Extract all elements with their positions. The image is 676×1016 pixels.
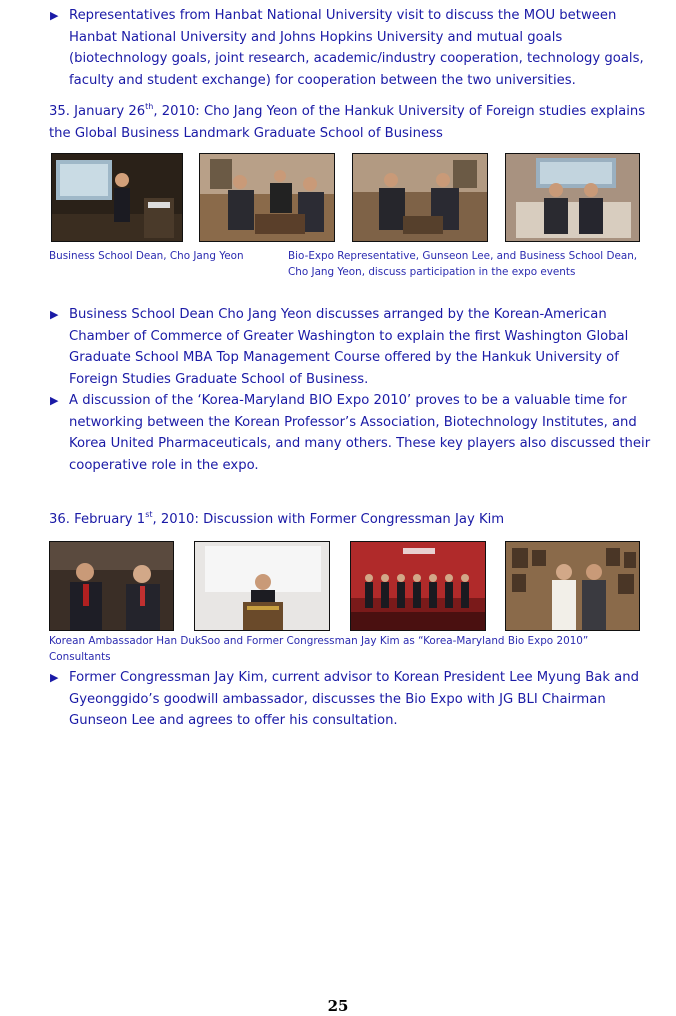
caption-consultants: Korean Ambassador Han DukSoo and Former Congressman Jay Kim as “Korea-Maryland Bio Expo 2010” Consultants (49, 635, 589, 663)
bullet-mba-course (50, 304, 660, 390)
bullet-marker: ▶ (50, 671, 59, 684)
section-35-title-post: , 2010: Cho Jang Yeon of the Hankuk University of Foreign studies explains the Global Business Landmark Graduate School of Business (49, 104, 646, 141)
bullet-marker: ▶ (50, 308, 59, 321)
section-36-title-pre: 36. February 1 (49, 512, 146, 527)
bullet-jay-kim-consultation (50, 667, 660, 732)
photo-ambassador-congressman (49, 541, 174, 631)
caption-expo-discussion: Bio-Expo Representative, Gunseon Lee, and Business School Dean, Cho Jang Yeon, discuss participation in the expo events (288, 250, 638, 278)
photo-congressman-gallery (505, 541, 640, 631)
bullet-hanbat-mou (50, 5, 660, 91)
bullet-expo-networking (50, 390, 660, 476)
page-number: 25 (327, 997, 349, 1015)
section-36-heading (49, 509, 659, 531)
photo-sofa-meeting (505, 153, 640, 242)
bullet-text: Former Congressman Jay Kim, current advisor to Korean President Lee Myung Bak and Gyeonggido’s goodwill ambassador, discusses the Bio Expo with JG BLI Chairman Gunseon Lee and agrees to offer his consultation. (69, 670, 639, 728)
bullet-text: Representatives from Hanbat National University visit to discuss the MOU between Hanbat National University and Johns Hopkins University and mutual goals (biotechnology goals, joint research, academic/industry cooperation, technology goals, faculty and student exchange) for cooperation between the two universities. (69, 8, 644, 88)
photo-panel-stage (350, 541, 486, 631)
section-35-title-sup: th (145, 102, 154, 111)
caption-dean: Business School Dean, Cho Jang Yeon (49, 250, 244, 262)
section-36-title-sup: st (145, 510, 153, 519)
section-35-heading (49, 101, 659, 144)
bullet-text: Business School Dean Cho Jang Yeon discusses arranged by the Korean-American Chamber of Commerce of Greater Washington to explain the first Washington Global Graduate School MBA Top Management Course offered by the Hankuk University of Foreign Studies Graduate School of Business. (69, 307, 629, 387)
bullet-text: A discussion of the ‘Korea-Maryland BIO Expo 2010’ proves to be a valuable time for networking between the Korean Professor’s Association, Biotechnology Institutes, and Korea United Pharmaceuticals, and many others. These key players also discussed their cooperative role in the expo. (69, 393, 651, 473)
section-35-title-pre: 35. January 26 (49, 104, 146, 119)
photo-meeting-1 (199, 153, 335, 242)
photo-meeting-2 (352, 153, 488, 242)
bullet-marker: ▶ (50, 9, 59, 22)
photo-congressman-podium (194, 541, 330, 631)
photo-dean-speaking (51, 153, 183, 242)
bullet-marker: ▶ (50, 394, 59, 407)
section-36-title-post: , 2010: Discussion with Former Congressman Jay Kim (152, 512, 505, 527)
